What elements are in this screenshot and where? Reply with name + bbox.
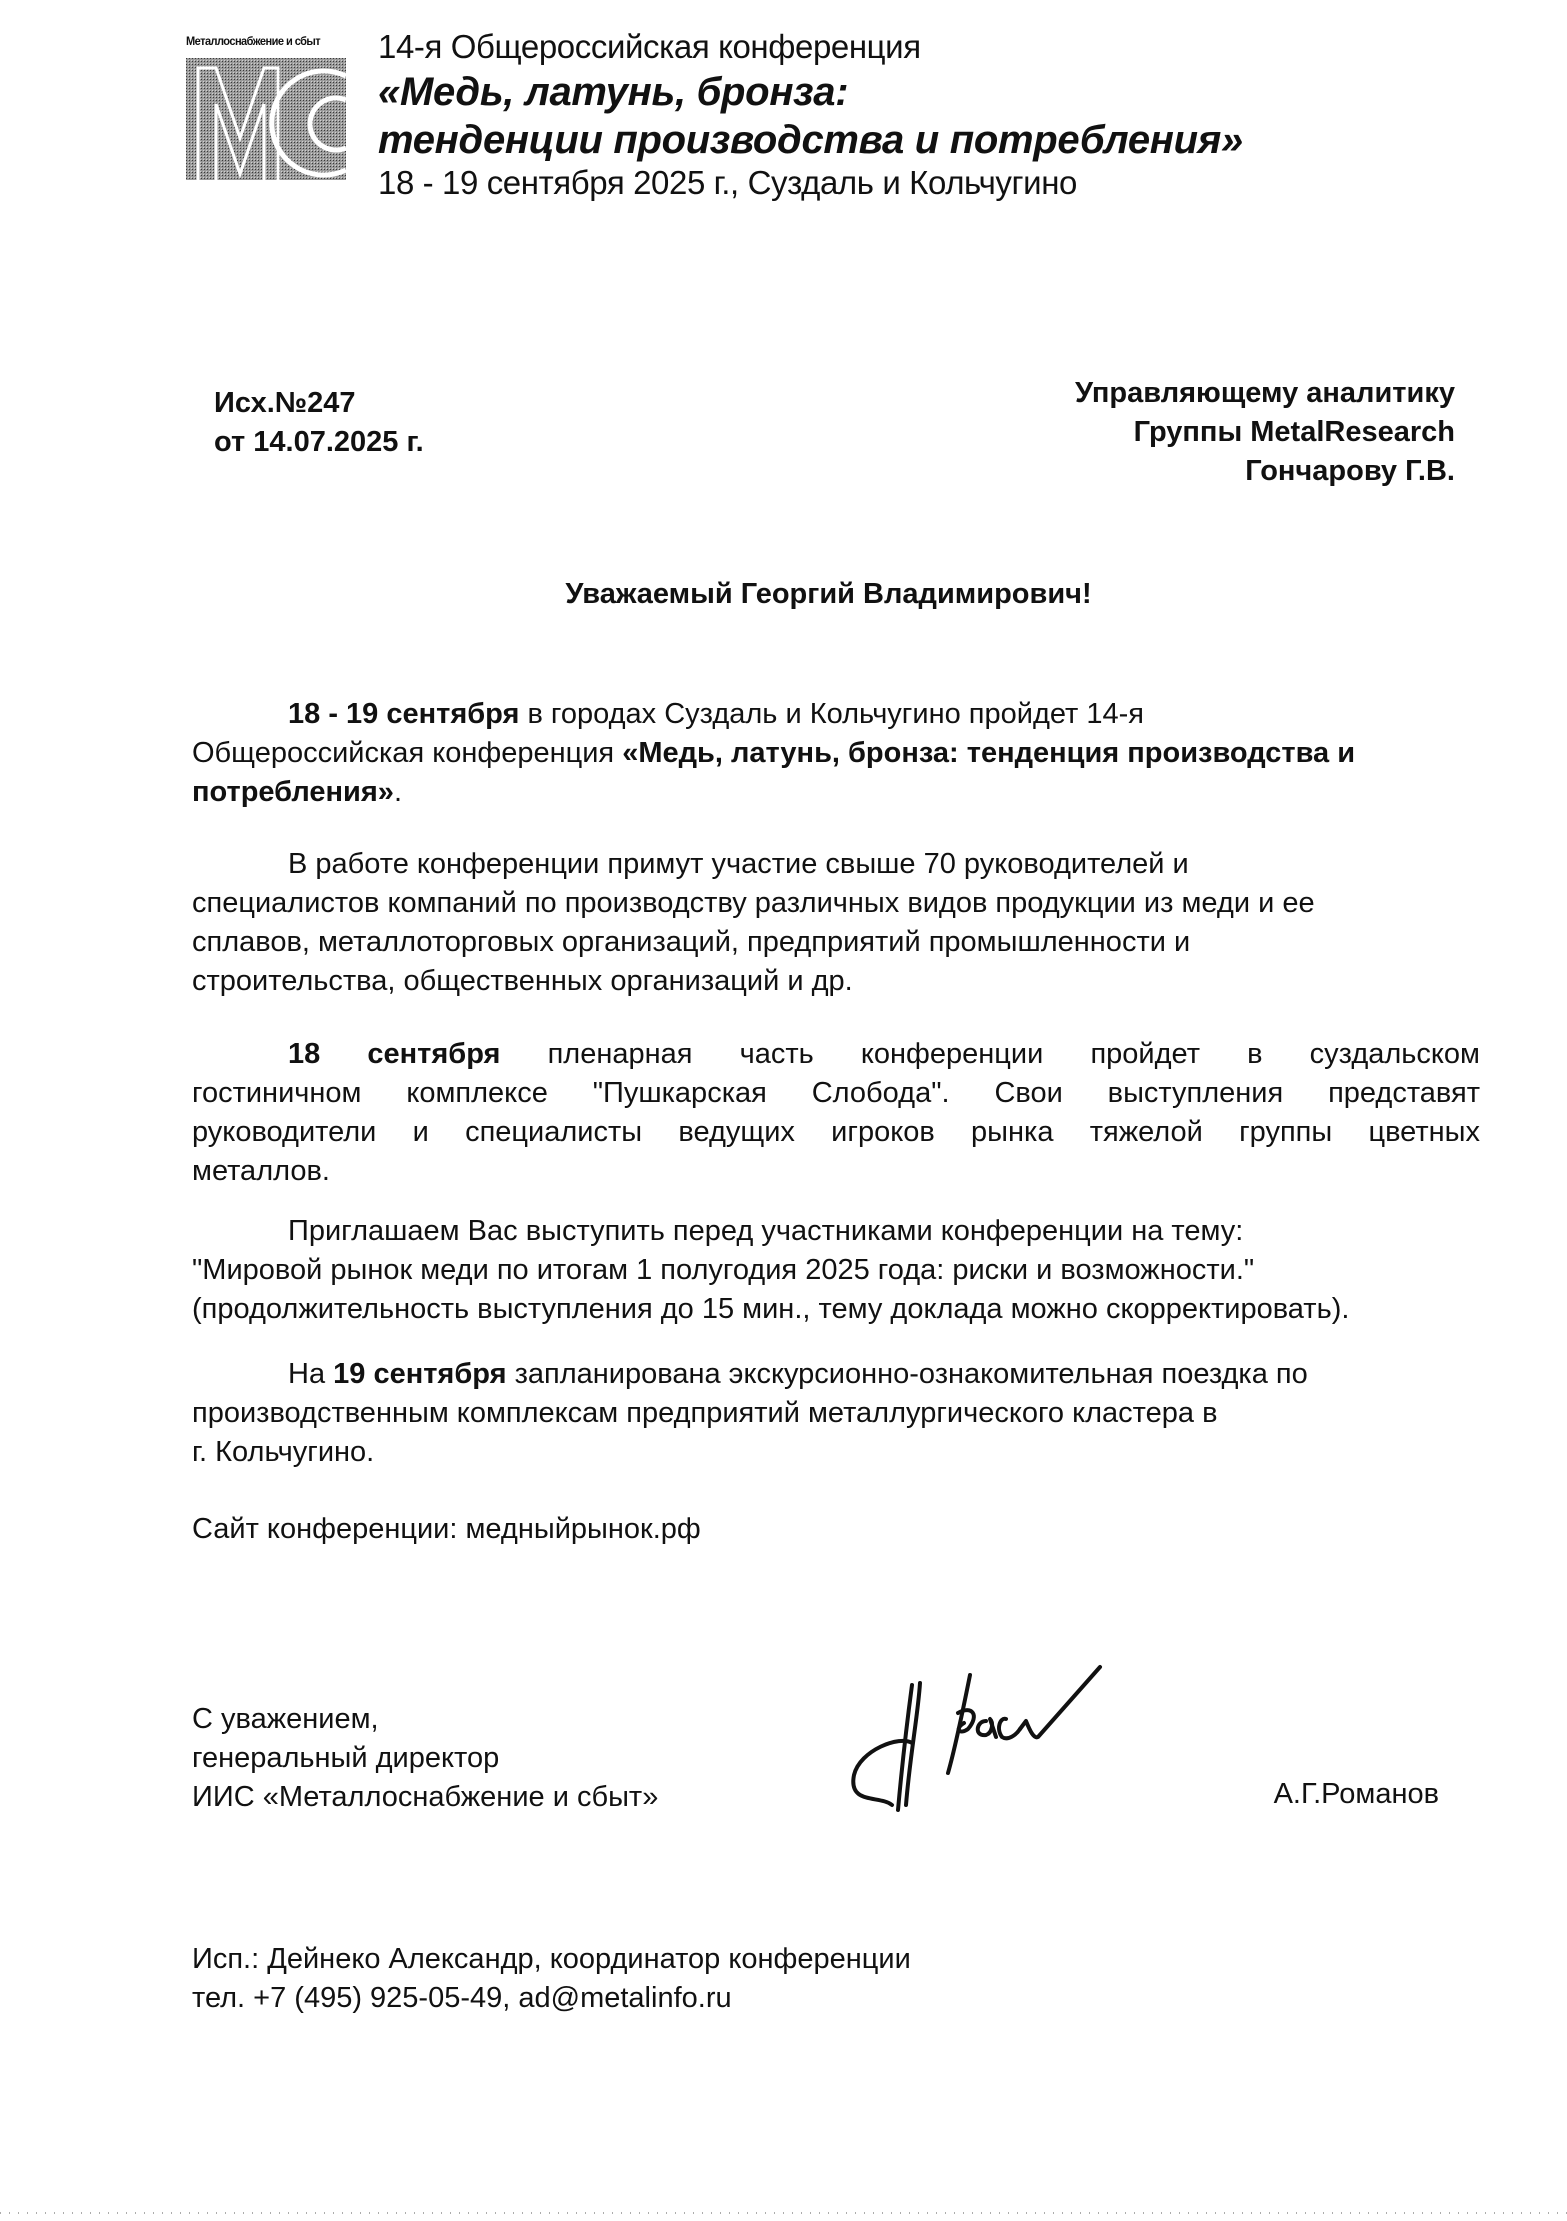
contact-person: Исп.: Дейнеко Александр, координатор конференции [192,1943,911,1975]
paragraph-line: 18 сентября пленарная часть конференции пройдет в суздальском [288,1038,1480,1070]
conference-title-line1: «Медь, латунь, бронза: [378,70,849,114]
addressee-block [1075,374,1455,491]
paragraph-line: металлов. [192,1155,330,1187]
paragraph-participants [192,845,1480,1001]
contact-block [192,1940,911,2018]
greeting-text: Уважаемый Георгий Владимирович! [565,578,1092,610]
paragraph-line: потребления». [192,776,402,808]
site-label: Сайт конференции: [192,1513,466,1545]
signer-name: А.Г.Романов [1273,1778,1439,1810]
paragraph-line: строительства, общественных организаций и др. [192,965,853,997]
site-link[interactable]: медныйрынок.рф [465,1513,701,1545]
addressee-position: Управляющему аналитику [1074,377,1455,409]
talk-topic: "Мировой рынок меди по итогам 1 полугодия 2025 года: риски и возможности." [192,1254,1255,1286]
closing-block [192,1700,658,1817]
signer-organization: ИИС «Металлоснабжение и сбыт» [192,1781,659,1813]
logo-caption: Металлоснабжение и сбыт [186,34,321,48]
paragraph-line: специалистов компаний по производству различных видов продукции из меди и ее [192,887,1315,919]
contact-details: тел. +7 (495) 925-05-49, ad@metalinfo.ru [192,1982,732,2014]
mc-logo-icon [186,58,346,180]
conference-title-line2: тенденции производства и потребления» [378,118,1243,162]
bold-date: 18 сентября [288,1038,501,1070]
paragraph-line: сплавов, металлоторговых организаций, предприятий промышленности и [192,926,1191,958]
signature-icon [840,1655,1110,1815]
paragraph-plenary [192,1035,1480,1191]
addressee-organization: Группы MetalResearch [1133,416,1455,448]
paragraph-invitation [192,1212,1480,1329]
contact-email[interactable]: ad@metalinfo.ru [518,1982,732,2014]
greeting [0,578,1567,611]
contact-phone[interactable]: +7 (495) 925-05-49 [253,1982,503,2014]
paragraph-line: гостиничном комплексе "Пушкарская Слобода". Свои выступления представят [192,1077,1480,1109]
bold-dates: 18 - 19 сентября [288,698,520,730]
paragraph-line: На 19 сентября запланирована экскурсионно-ознакомительная поездка по [288,1358,1308,1390]
reference-number: Исх.№247 [214,387,356,419]
paragraph-line: 18 - 19 сентября в городах Суздаль и Кольчугино пройдет 14-я [288,698,1144,730]
outgoing-reference [214,384,424,462]
conference-dates-location: 18 - 19 сентября 2025 г., Суздаль и Кольчугино [378,164,1077,201]
conference-site [192,1510,1480,1549]
bold-date: 19 сентября [333,1358,507,1390]
scan-edge-divider [0,2212,1567,2214]
conference-number: 14-я Общероссийская конференция [378,28,921,65]
paragraph-line: руководители и специалисты ведущих игроков рынка тяжелой группы цветных [192,1116,1480,1148]
paragraph-line: В работе конференции примут участие свыше 70 руководителей и [288,848,1189,880]
paragraph-conference-announcement [192,695,1480,812]
paragraph-line: г. Кольчугино. [192,1436,375,1468]
bold-conference-title: «Медь, латунь, бронза: тенденция производства и [622,737,1356,769]
paragraph-line: производственным комплексам предприятий металлургического кластера в [192,1397,1218,1429]
paragraph-excursion [192,1355,1480,1472]
addressee-name: Гончарову Г.В. [1245,455,1455,487]
paragraph-line: Общероссийская конференция «Медь, латунь, бронза: тенденция производства и [192,737,1356,769]
reference-date: от 14.07.2025 г. [214,426,424,458]
signer-position: генеральный директор [192,1742,500,1774]
paragraph-line: Приглашаем Вас выступить перед участниками конференции на тему: [288,1215,1244,1247]
paragraph-line: (продолжительность выступления до 15 мин., тему доклада можно скорректировать). [192,1293,1350,1325]
closing-salutation: С уважением, [192,1703,379,1735]
company-logo [186,34,346,184]
